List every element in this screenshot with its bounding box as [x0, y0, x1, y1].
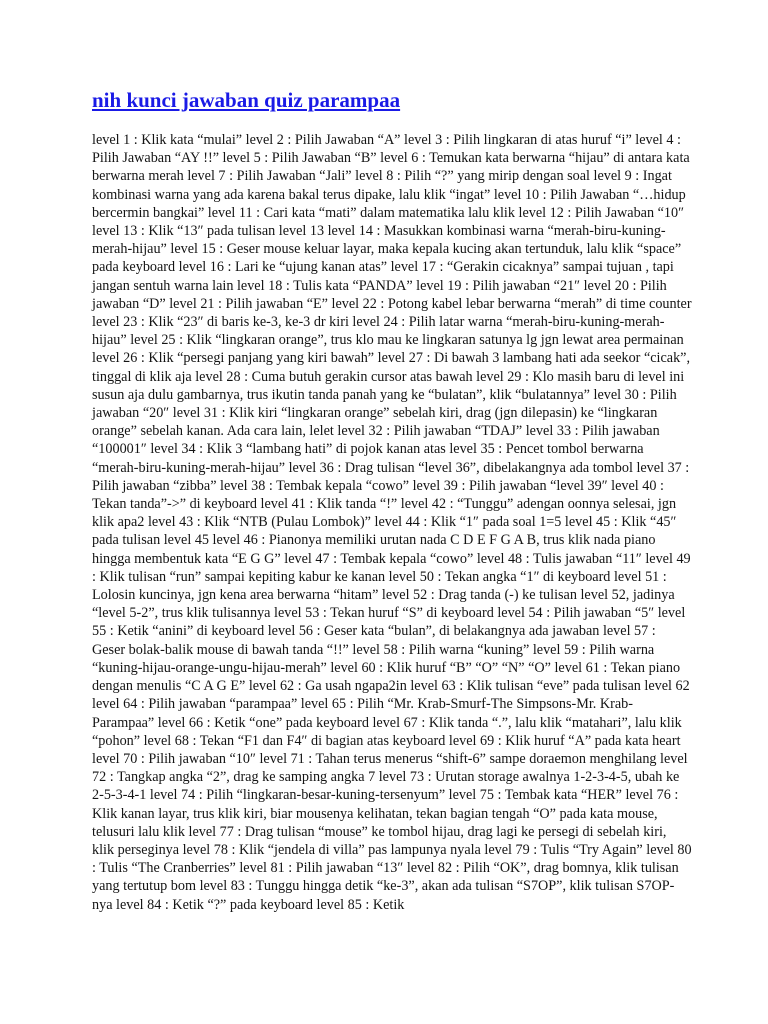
article-title-link[interactable]: nih kunci jawaban quiz parampaa — [92, 88, 401, 112]
article-body: level 1 : Klik kata “mulai” level 2 : Pilih Jawaban “A” level 3 : Pilih lingkaran di atas huruf “i” level 4 : Pilih Jawaban “AY !!” level 5 : Pilih Jawaban “B” level 6 : Temukan kata berwarna “hijau” di antara kata berwarna merah level 7 : Pilih Jawaban “Jali” level 8 : Pilih “?” yang mirip dengan soal level 9 : Ingat kombinasi warna yang ada karena bakal terus dipake, lalu klik “ingat” level 10 : Pilih Jawaban “…hidup bercermin bangkai” level 11 : Cari kata “mati” dalam matematika lalu klik level 12 : Pilih Jawaban “10″ level 13 : Klik “13″ pada tulisan level 13 level 14 : Masukkan kombinasi warna “merah-biru-kuning-merah-hijau” level 15 : Geser mouse keluar layar, maka kepala kucing akan tertunduk, lalu klik “space” pada keyboard level 16 : Lari ke “ujung kanan atas” level 17 : “Gerakin cicaknya” sampai tujuan , tapi jangan sentuh warna lain level 18 : Tulis kata “PANDA” level 19 : Pilih jawaban “21″ level 20 : Pilih jawaban “D” level 21 : Pilih jawaban “E” level 22 : Potong kabel lebar berwarna “merah” di time counter level 23 : Klik “23″ di baris ke-3, ke-3 dr kiri level 24 : Pilih latar warna “merah-biru-kuning-merah-hijau” level 25 : Klik “lingkaran orange”, trus klo mau ke lingkaran satunya lg jgn lewat area permainan level 26 : Klik “persegi panjang yang kiri bawah” level 27 : Di bawah 3 lambang hati ada seekor “cicak”, tinggal di klik aja level 28 : Cuma butuh gerakin cursor atas bawah level 29 : Klo masih baru di level ini susun aja dulu gambarnya, trus ikutin tanda panah yang ke “bulatan”, klik “bulatannya” level 30 : Pilih jawaban “20″ level 31 : Klik kiri “lingkaran orange” sebelah kiri, drag (jgn dilepasin) ke “lingkaran orange” sebelah kanan. Ada cara lain, lelet level 32 : Pilih jawaban “TDAJ” level 33 : Pilih jawaban “100001″ level 34 : Klik 3 “lambang hati” di pojok kanan atas level 35 : Pencet tombol berwarna “merah-biru-kuning-merah-hijau” level 36 : Drag tulisan “level 36”, dibelakangnya ada tombol level 37 : Pilih jawaban “zibba” level 38 : Tembak kepala “cowo” level 39 : Pilih jawaban “level 39″ level 40 : Tekan tanda”->” di keyboard level 41 : Klik tanda “!” level 42 : “Tunggu” adengan oonnya selesai, jgn klik apa2 level 43 : Klik “NTB (Pulau Lombok)” level 44 : Klik “1″ pada soal 1=5 level 45 : Klik “45″ pada tulisan level 45 level 46 : Pianonya memiliki urutan nada C D E F G A B, trus klik nada piano hingga membentuk kata “E G G” level 47 : Tembak kepala “cowo” level 48 : Tulis jawaban “11″ level 49 : Klik tulisan “run” sampai kepiting kabur ke kanan level 50 : Tekan angka “1″ di keyboard level 51 : Lolosin kuncinya, jgn kena area berwarna “hitam” level 52 : Drag tanda (-) ke tulisan level 52, jadinya “level 5-2”, trus klik tulisannya level 53 : Tekan huruf “S” di keyboard level 54 : Pilih jawaban “5″ level 55 : Ketik “anini” di keyboard level 56 : Geser kata “bulan”, di belakangnya ada jawaban level 57 : Geser bolak-balik mouse di bawah tanda “!!” level 58 : Pilih warna “kuning” level 59 : Pilih warna “kuning-hijau-orange-ungu-hijau-merah” level 60 : Klik huruf “B” “O” “N” “O” level 61 : Tekan piano dengan menulis “C A G E” level 62 : Ga usah ngapa2in level 63 : Klik tulisan “eve” pada tulisan level 62 level 64 : Pilih jawaban “parampaa” level 65 : Pilih “Mr. Krab-Smurf-The Simpsons-Mr. Krab-Parampaa” level 66 : Ketik “one” pada keyboard level 67 : Klik tanda “.”, lalu klik “matahari”, lalu klik “pohon” level 68 : Tekan “F1 dan F4″ di bagian atas keyboard level 69 : Klik huruf “A” pada kata heart level 70 : Pilih jawaban “10″ level 71 : Tahan terus menerus “shift-6” sampe doraemon menghilang level 72 : Tangkap angka “2”, drag ke samping angka 7 level 73 : Urutan storage awalnya 1-2-3-4-5, ubah ke 2-5-3-4-1 level 74 : Pilih “lingkaran-besar-kuning-tersenyum” level 75 : Tembak kata “HER” level 76 : Klik kanan layar, trus klik kiri, biar mousenya kelihatan, tekan bagian tengah “O” pada kata mouse, telusuri lalu klik level 77 : Drag tulisan “mouse” ke tombol hijau, drag lagi ke persegi di sebelah kiri, klik perseginya level 78 : Klik “jendela di villa” pas lampunya nyala level 79 : Tulis “Try Again” level 80 : Tulis “The Cranberries” level 81 : Pilih jawaban “13″ level 82 : Pilih “OK”, drag bomnya, klik tulisan yang tertutup bom level 83 : Tunggu hingga detik “ke-3”, akan ada tulisan “S7OP”, klik tulisan S7OP-nya level 84 : Ketik “?” pada keyboard level 85 : Ketik — [92, 132, 692, 913]
document-page — [92, 88, 692, 914]
